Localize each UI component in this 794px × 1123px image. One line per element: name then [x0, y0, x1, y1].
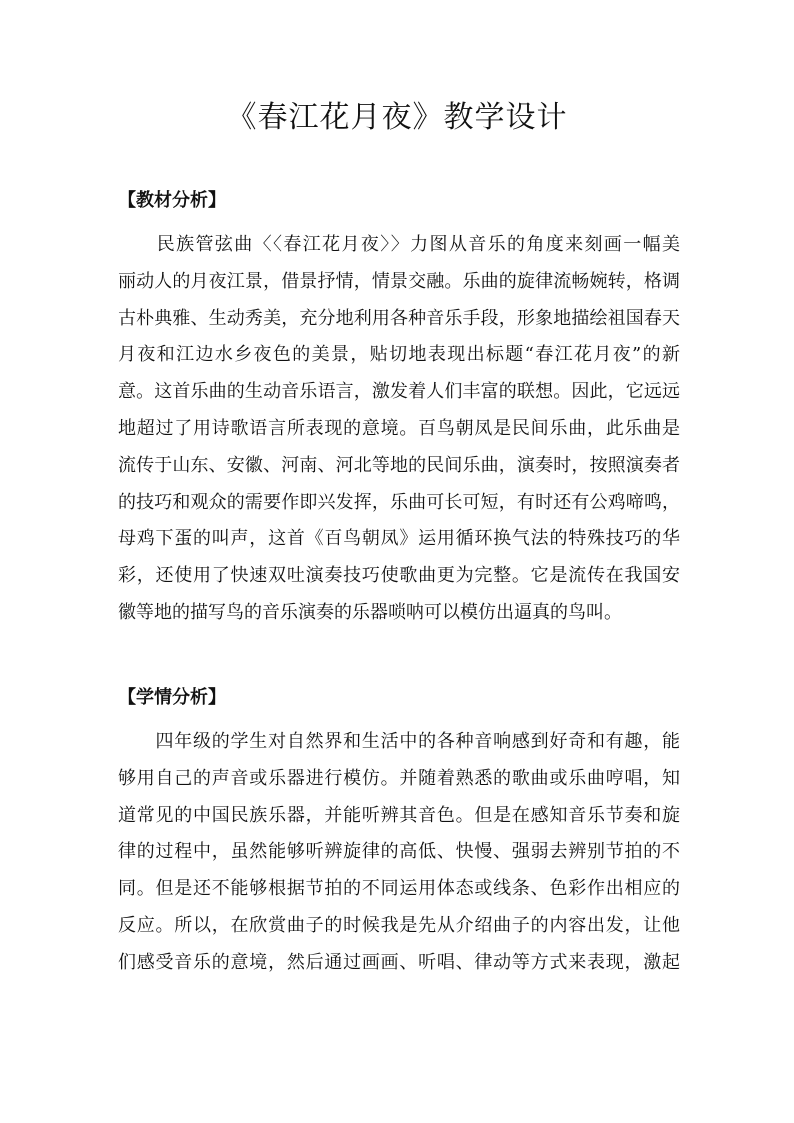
paragraph-student-analysis	[118, 724, 680, 982]
paragraph-line: 律的过程中，虽然能够听辨旋律的高低、快慢、强弱去辨别节拍的不	[118, 841, 680, 863]
paragraph-line: 丽动人的月夜江景，借景抒情，情景交融。乐曲的旋律流畅婉转，格调	[118, 270, 680, 292]
paragraph-textbook-analysis	[118, 227, 680, 632]
paragraph-line: 们感受音乐的意境，然后通过画画、听唱、律动等方式来表现，激起	[118, 951, 680, 973]
paragraph-line: 同。但是还不能够根据节拍的不同运用体态或线条、色彩作出相应的	[118, 878, 680, 900]
paragraph-line: 月夜和江边水乡夜色的美景，贴切地表现出标题“春江花月夜”的新	[118, 344, 680, 366]
paragraph-line: 道常见的中国民族乐器，并能听辨其音色。但是在感知音乐节奏和旋	[118, 804, 680, 826]
paragraph-line: 反应。所以，在欣赏曲子的时候我是先从介绍曲子的内容出发，让他	[118, 914, 680, 936]
paragraph-line: 流传于山东、安徽、河南、河北等地的民间乐曲，演奏时，按照演奏者	[118, 454, 680, 476]
paragraph-line: 母鸡下蛋的叫声，这首《百鸟朝凤》运用循环换气法的特殊技巧的华	[118, 528, 680, 550]
paragraph-line: 四年级的学生对自然界和生活中的各种音响感到好奇和有趣，能	[118, 731, 680, 752]
paragraph-line: 意。这首乐曲的生动音乐语言，激发着人们丰富的联想。因此，它远远	[118, 381, 680, 403]
section-heading-textbook-analysis: 【教材分析】	[118, 190, 226, 211]
paragraph-line: 彩，还使用了快速双吐演奏技巧使歌曲更为完整。它是流传在我国安	[118, 565, 680, 587]
document-title: 《春江花月夜》教学设计	[226, 100, 568, 135]
paragraph-line: 古朴典雅、生动秀美，充分地利用各种音乐手段，形象地描绘祖国春天	[118, 307, 680, 329]
paragraph-line: 的技巧和观众的需要作即兴发挥，乐曲可长可短，有时还有公鸡啼鸣，	[118, 491, 680, 513]
paragraph-line: 够用自己的声音或乐器进行模仿。并随着熟悉的歌曲或乐曲哼唱，知	[118, 767, 680, 789]
paragraph-line: 民族管弦曲〈〈春江花月夜〉〉力图从音乐的角度来刻画一幅美	[118, 234, 680, 255]
section-heading-student-analysis: 【学情分析】	[118, 687, 226, 708]
paragraph-line: 地超过了用诗歌语言所表现的意境。百鸟朝凤是民间乐曲，此乐曲是	[118, 417, 680, 439]
paragraph-line: 徽等地的描写鸟的音乐演奏的乐器唢呐可以模仿出逼真的鸟叫。	[118, 601, 622, 623]
